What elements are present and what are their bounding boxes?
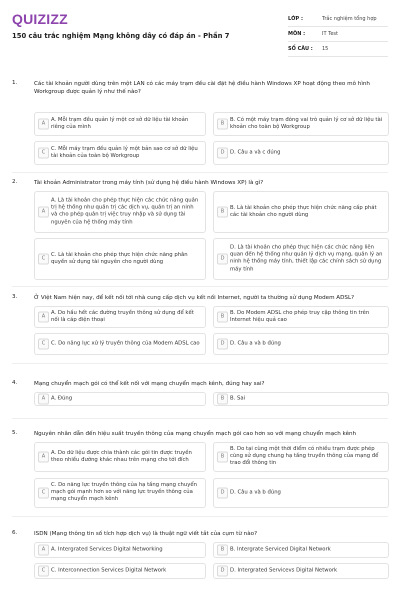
option-text: B. Có một máy trạm đóng vai trò quản lý cơ sở dữ liệu tài khoản cho toàn bộ Workgroup — [230, 116, 383, 130]
option-text: A. Là tài khoản cho phép thực hiện các chức năng quản trị hệ thống như quản trị các dịch vụ, quản trị an ninh và cho phép quản trị việc truy nhập và sử dụng tài nguyên của hệ thống máy tính — [51, 197, 199, 226]
option-text: B. Do tại cùng một thời điểm có nhiều trạm được phép cùng sử dụng chung hạ tầng truyền thông của mạng để trao đổi thông tin — [230, 446, 379, 467]
option-letter-badge: B — [217, 394, 228, 405]
option-text: C. Mỗi máy trạm đều quản lý một bản sao cơ sở dữ liệu tài khoản của toàn bộ Workgroup — [51, 145, 198, 159]
option-text: D. Câu a và b đúng — [230, 489, 281, 496]
option-c[interactable] — [34, 238, 206, 280]
option-text: A. Do hầu hết các đường truyền thông sử dụng để kết nối là cáp điện thoại — [51, 309, 194, 323]
option-a[interactable] — [34, 191, 206, 233]
option-b[interactable] — [213, 442, 389, 472]
option-letter-badge: A — [38, 545, 49, 556]
quizizz-logo: QUIZIZZ — [12, 11, 68, 27]
meta-value: IT Test — [322, 31, 338, 37]
meta-value: 15 — [322, 46, 329, 52]
question-divider — [12, 418, 388, 419]
meta-label: SỐ CÂU : — [288, 46, 313, 52]
meta-label: LỚP : — [288, 16, 303, 22]
meta-label: MÔN : — [288, 31, 306, 37]
question-divider — [12, 516, 388, 517]
question-text: Mạng chuyển mạch gói có thể kết nối với mạng chuyển mạch kênh, đúng hay sai? — [34, 381, 265, 387]
option-letter-badge: B — [217, 312, 228, 323]
option-letter-badge: D — [217, 148, 228, 159]
question-text: Ở Việt Nam hiện nay, để kết nối tới nhà cung cấp dịch vụ kết nối Internet, người ta thường sử dụng Modem ADSL? — [34, 295, 355, 301]
option-c[interactable] — [34, 141, 206, 165]
meta-value: Trắc nghiệm tổng hợp — [322, 16, 377, 22]
option-letter-badge: A — [38, 452, 49, 463]
option-a[interactable] — [34, 442, 206, 472]
option-a[interactable] — [34, 112, 206, 136]
option-b[interactable] — [213, 392, 389, 406]
question-text: ISDN (Mạng thông tin số tích hợp dịch vụ) là thuật ngữ viết tắt của cụm từ nào? — [34, 531, 258, 537]
option-b[interactable] — [213, 112, 389, 136]
option-b[interactable] — [213, 542, 389, 558]
question-number: 2. — [12, 179, 18, 185]
question-number: 1. — [12, 80, 18, 86]
option-letter-badge: B — [217, 207, 228, 218]
option-letter-badge: A — [38, 207, 49, 218]
option-text: A. Intergrated Services Digital Networking — [51, 546, 163, 553]
option-text: B. Là tài khoản cho phép thực hiện chức năng cấp phát các tài khoản cho người dùng — [230, 204, 377, 218]
option-text: B. Intergrate Serviced Digital Network — [230, 546, 331, 553]
option-text: C. Do năng lực truyền thông của hạ tầng mạng chuyển mạch gói mạnh hơn so với năng lực truyền thông của mạng chuyển mạch kênh — [51, 482, 198, 503]
option-letter-badge: C — [38, 566, 49, 577]
page-header — [0, 0, 400, 80]
option-letter-badge: D — [217, 488, 228, 499]
question-divider — [12, 172, 388, 173]
option-d[interactable] — [213, 238, 389, 280]
option-letter-badge: B — [217, 452, 228, 463]
option-text: A. Do dữ liệu được chia thành các gói tin được truyền theo nhiều đường khác nhau trên mạng cho tới đích — [51, 449, 192, 463]
option-letter-badge: D — [217, 566, 228, 577]
option-text: D. Câu a và b đúng — [230, 340, 281, 347]
option-text: A. Mỗi trạm đều quản lý một cơ sở dữ liệu tài khoản riêng của mình — [51, 116, 189, 130]
option-d[interactable] — [213, 563, 389, 579]
option-d[interactable] — [213, 333, 389, 355]
option-letter-badge: C — [38, 488, 49, 499]
option-c[interactable] — [34, 333, 206, 355]
question-number: 5. — [12, 430, 18, 436]
option-letter-badge: C — [38, 254, 49, 265]
option-text: C. Interconnection Services Digital Network — [51, 567, 167, 574]
option-letter-badge: A — [38, 119, 49, 130]
question-number: 6. — [12, 530, 18, 536]
question-text: Các tài khoản người dùng trên một LAN có các máy trạm đều cài đặt hệ điều hành Windows XP hoạt động theo mô hình Workgroup được quản lý như thế nào? — [34, 81, 370, 95]
question-divider — [12, 286, 388, 287]
option-text: D. Intergrated Servicevs Digital Network — [230, 567, 338, 574]
option-b[interactable] — [213, 191, 389, 233]
option-text: D. Là tài khoản cho phép thực hiện các chức năng liên quan đến hệ thống như quản lý dịch vụ mạng, quản lý an ninh hệ thống máy tính, thiết lập các chính sách sử dụng máy tính — [230, 244, 383, 273]
option-a[interactable] — [34, 392, 206, 406]
option-letter-badge: A — [38, 394, 49, 405]
option-d[interactable] — [213, 141, 389, 165]
option-text: A. Đúng — [51, 395, 73, 402]
meta-row-subject — [288, 27, 388, 42]
option-text: D. Câu a và c đúng — [230, 149, 281, 156]
option-c[interactable] — [34, 478, 206, 508]
question-number: 4. — [12, 380, 18, 386]
meta-row-class — [288, 12, 388, 27]
option-letter-badge: A — [38, 312, 49, 323]
option-text: C. Là tài khoản cho phép thực hiện chức năng phân quyền sử dụng tài nguyên cho người dùng — [51, 251, 188, 265]
meta-table — [288, 12, 388, 57]
question-divider — [12, 363, 388, 364]
option-letter-badge: D — [217, 339, 228, 350]
question-text: Nguyên nhân dẫn đến hiệu suất truyền thông của mạng chuyển mạch gói cao hơn so với mạng chuyển mạch kênh — [34, 431, 357, 437]
option-letter-badge: C — [38, 339, 49, 350]
question-text: Tài khoản Administrator trong máy tính (sử dụng hệ điều hành Windows XP) là gì? — [34, 180, 264, 186]
option-c[interactable] — [34, 563, 206, 579]
option-a[interactable] — [34, 542, 206, 558]
question-number: 3. — [12, 294, 18, 300]
option-letter-badge: B — [217, 119, 228, 130]
option-letter-badge: B — [217, 545, 228, 556]
option-d[interactable] — [213, 478, 389, 508]
option-text: B. Do Modem ADSL cho phép truy cập thông tin trên Internet hiệu quả cao — [230, 309, 370, 323]
meta-row-count — [288, 42, 388, 57]
option-b[interactable] — [213, 306, 389, 328]
option-letter-badge: D — [217, 254, 228, 265]
option-a[interactable] — [34, 306, 206, 328]
option-letter-badge: C — [38, 148, 49, 159]
page-title: 150 câu trắc nghiệm Mạng không dây có đáp án - Phần 7 — [12, 32, 230, 40]
option-text: C. Do năng lực xử lý truyền thông của Modem ADSL cao — [51, 340, 200, 347]
option-text: B. Sai — [230, 395, 246, 402]
